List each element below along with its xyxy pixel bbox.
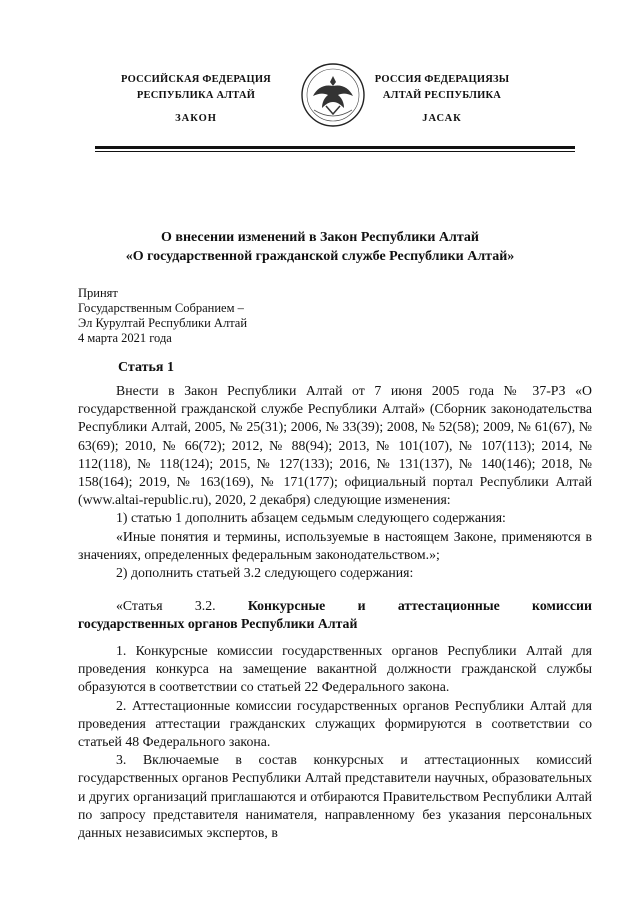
article-32-paragraph2: 2. Аттестационные комиссии государственных органов Республики Алтай для проведения аттестации гражданских служащих формируются в соответствии со статьей 48 Федерального закона. bbox=[78, 697, 592, 750]
header-right-line2: АЛТАЙ РЕСПУБЛИКА bbox=[382, 90, 502, 101]
header-divider-thick bbox=[95, 146, 575, 149]
article-32-word4: комиссии bbox=[532, 598, 592, 613]
article-32-heading-line2: государственных органов Республики Алтай bbox=[78, 616, 358, 632]
header-left-text bbox=[96, 72, 296, 104]
header-right-law: ЈАСАК bbox=[422, 113, 462, 124]
header-right-line1: РОССИЯ ФЕДЕРАЦИЯЗЫ bbox=[374, 74, 510, 85]
header-left-law: ЗАКОН bbox=[175, 113, 217, 124]
accepted-line3: Эл Курултай Республики Алтай bbox=[78, 316, 248, 330]
article-1-item1-quote: «Иные понятия и термины, используемые в настоящем Законе, применяются в значениях, определенных федеральным законодательством.»; bbox=[78, 528, 592, 562]
accepted-block bbox=[78, 286, 247, 346]
article-1-intro: Внести в Закон Республики Алтай от 7 июня 2005 года № 37-РЗ «О государственной гражданской службе Республики Алтай» (Сборник законодательства Республики Алтай, 2005, № 25(31); 2006, № 33(39); 2008, № 52(58); 2009, № 61(67), № 63(69); 2010, № 66(72); 2012, № 88(94); 2013, № 101(107), № 107(113); 2014, № 112(118), № 118(124); 2015, № 127(133); 2016, № 131(137), № 140(146); 2018, № 158(164); 2019, № 163(169), № 171(177); официальный портал Республики Алтай (www.altai-republic.ru), 2020, 2 декабря) следующие изменения: bbox=[78, 383, 592, 508]
article-32-word3: аттестационные bbox=[397, 598, 500, 613]
article-32-heading-line1 bbox=[78, 597, 592, 615]
article-32-heading bbox=[78, 597, 592, 633]
article-32-number: 3.2. bbox=[194, 598, 216, 613]
article-1-heading: Статья 1 bbox=[118, 360, 174, 375]
accepted-date: 4 марта 2021 года bbox=[78, 331, 172, 345]
header-right-text bbox=[342, 72, 542, 104]
header-left-line2: РЕСПУБЛИКА АЛТАЙ bbox=[136, 90, 256, 101]
article-32-paragraph3: 3. Включаемые в состав конкурсных и аттестационных комиссий государственных органов Республики Алтай представители научных, образовательных и других организаций приглашаются и отбираются Правительством Республики Алтай по запросу представителя нанимателя, направленному без указания персональных данных независимых экспертов, в bbox=[78, 752, 592, 841]
article-32-body bbox=[78, 642, 592, 842]
article-32-word1: Конкурсные bbox=[247, 598, 326, 613]
article-1-body bbox=[78, 382, 592, 582]
header-divider-thin bbox=[95, 151, 575, 152]
accepted-line1: Принят bbox=[78, 286, 118, 300]
document-title-line1: О внесении изменений в Закон Республики Алтай bbox=[161, 230, 479, 245]
document-title-line2: «О государственной гражданской службе Республики Алтай» bbox=[125, 249, 515, 264]
header-left-line1: РОССИЙСКАЯ ФЕДЕРАЦИЯ bbox=[121, 74, 271, 85]
article-32-prefix: «Статья bbox=[116, 598, 163, 613]
article-32-paragraph1: 1. Конкурсные комиссии государственных органов Республики Алтай для проведения конкурса на замещение вакантной должности гражданской службы образуются в соответствии со статьей 22 Федерального закона. bbox=[78, 643, 592, 695]
article-32-word2: и bbox=[357, 598, 366, 613]
article-1-item1: 1) статью 1 дополнить абзацем седьмым следующего содержания: bbox=[116, 510, 506, 526]
article-1-item2: 2) дополнить статьей 3.2 следующего содержания: bbox=[116, 565, 414, 581]
accepted-line2: Государственным Собранием – bbox=[78, 301, 244, 315]
